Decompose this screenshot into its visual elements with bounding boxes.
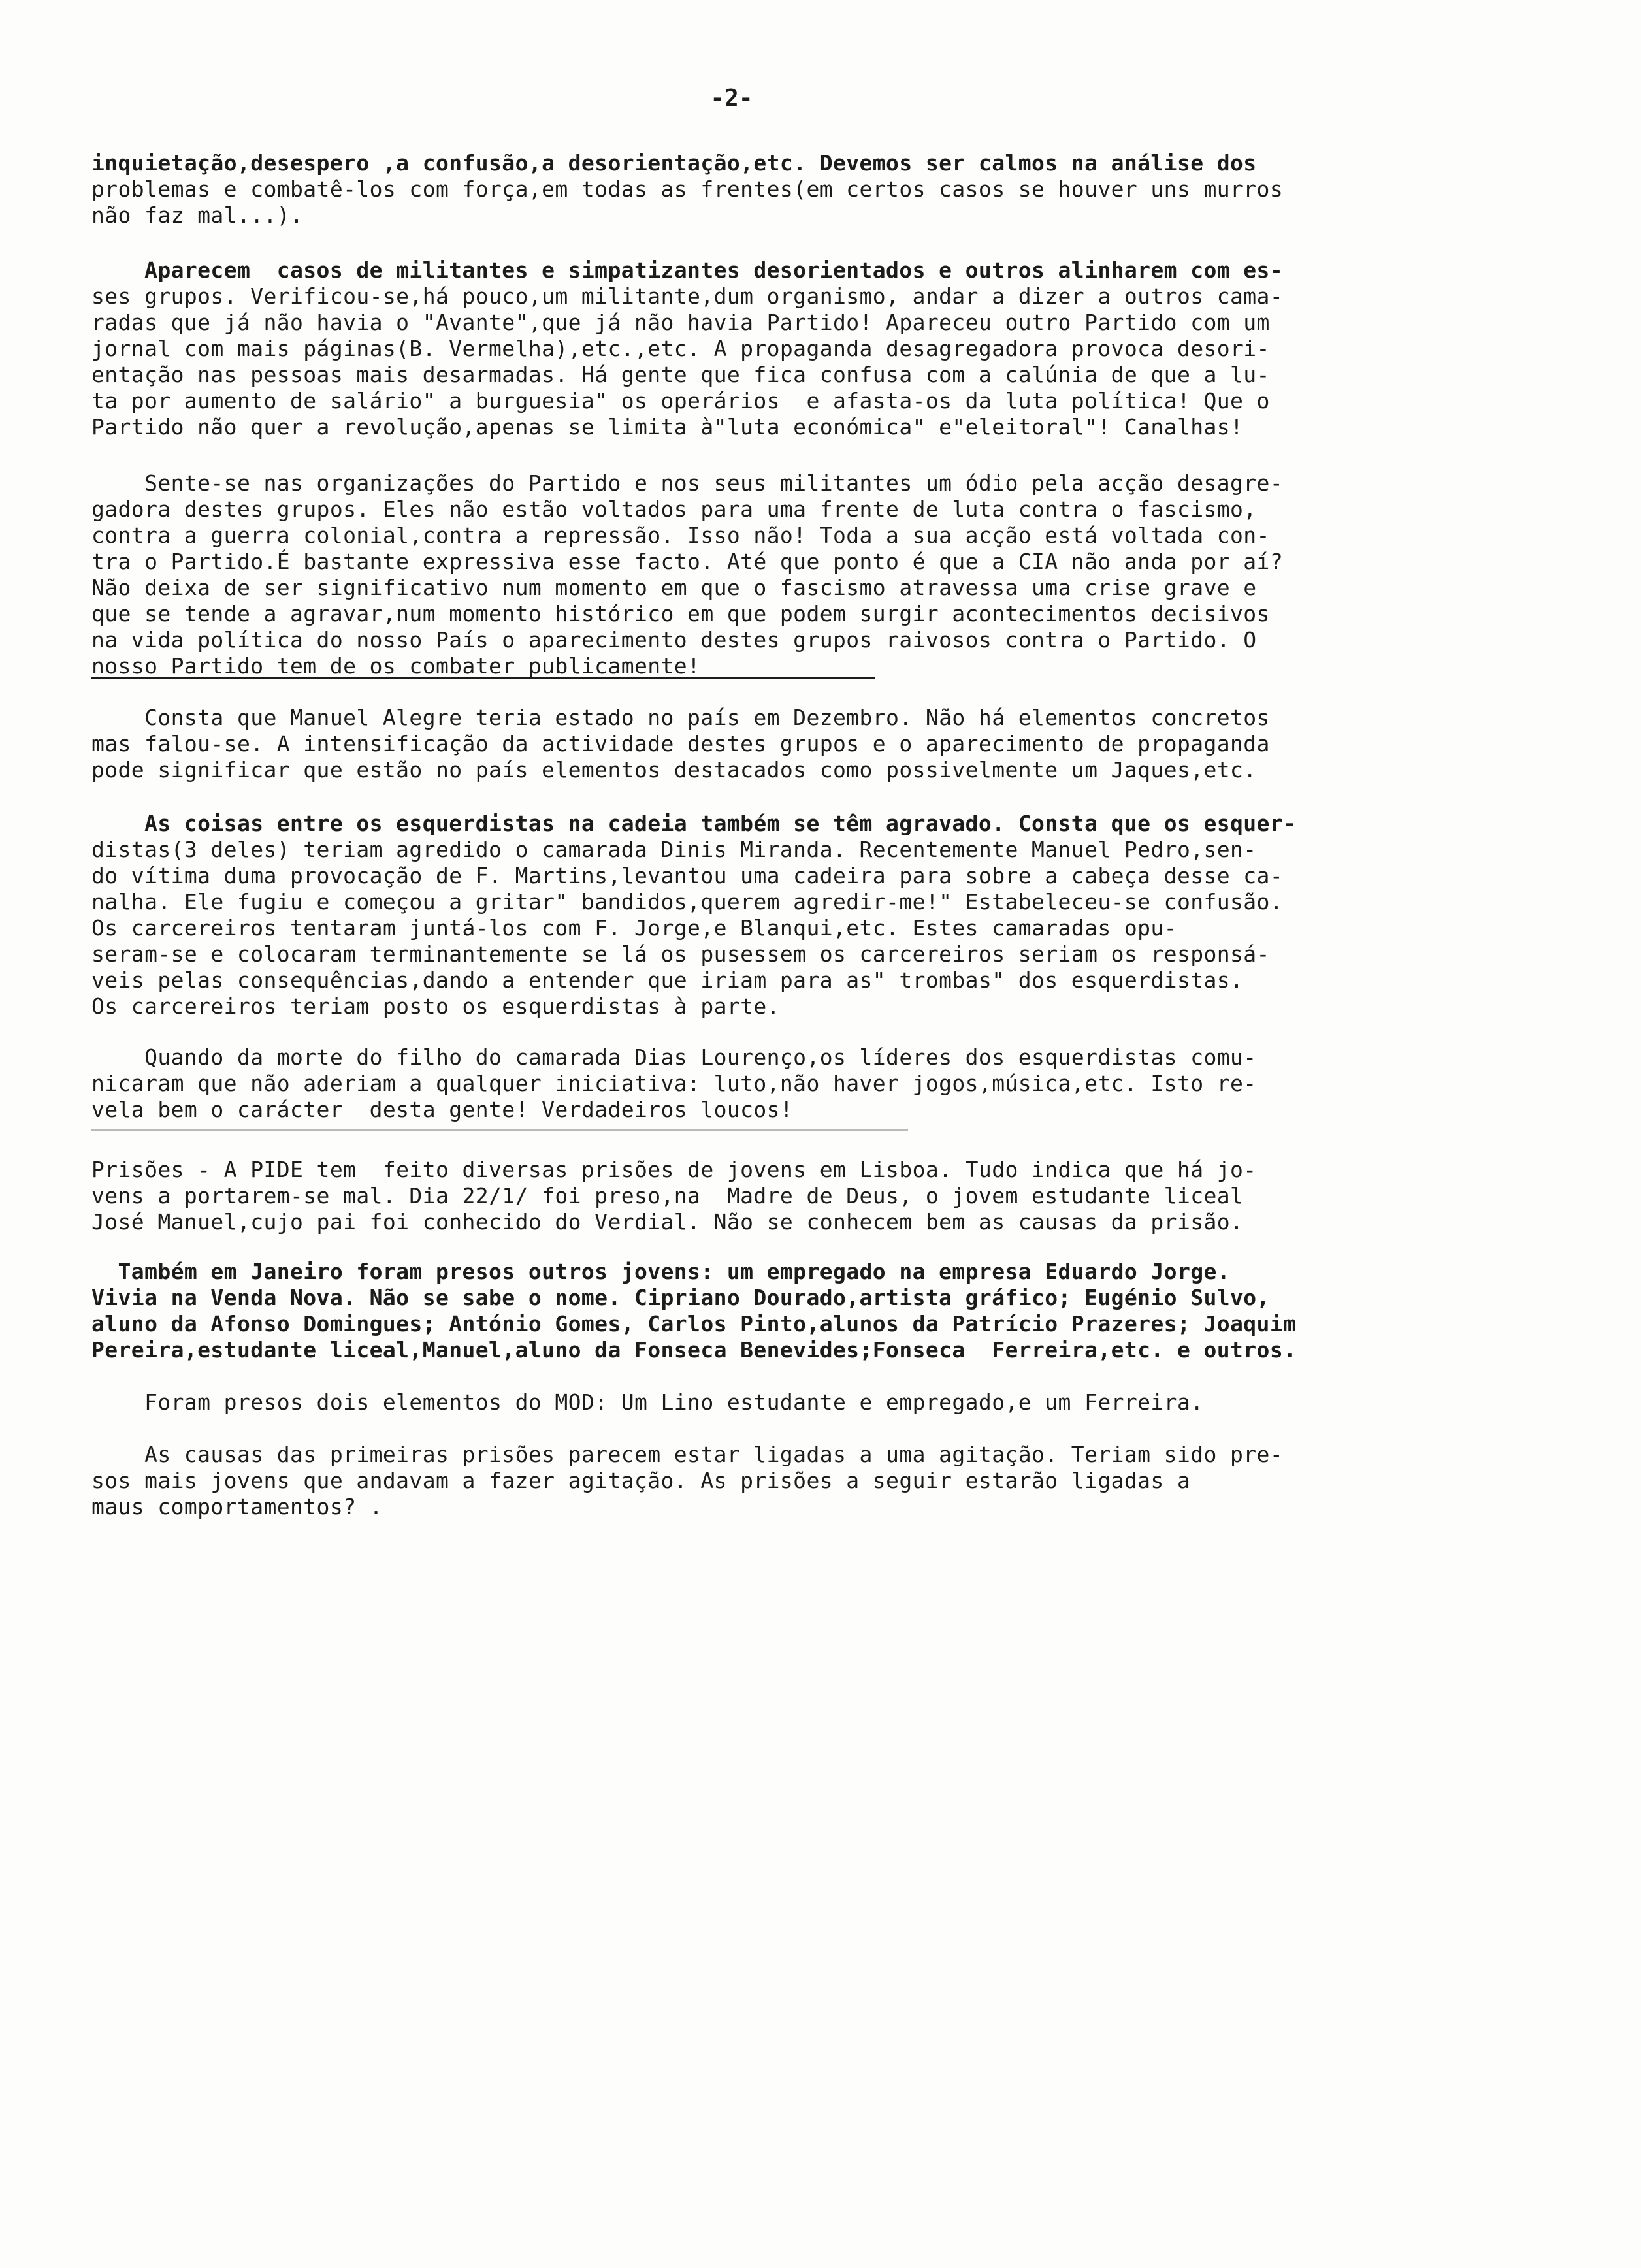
paragraph-10 bbox=[91, 1442, 1594, 1520]
text-line: Aparecem casos de militantes e simpatizantes desorientados e outros alinharem com es- bbox=[91, 257, 1284, 283]
text-line: entação nas pessoas mais desarmadas. Há gente que fica confusa com a calúnia de que a lu- bbox=[91, 362, 1270, 387]
text-line: gadora destes grupos. Eles não estão voltados para uma frente de luta contra o fascismo, bbox=[91, 496, 1257, 522]
paragraph-4 bbox=[91, 705, 1594, 783]
text-line: vela bem o carácter desta gente! Verdadeiros loucos! bbox=[91, 1097, 794, 1122]
text-line: Partido não quer a revolução,apenas se limita à"luta económica" e"eleitoral"! Canalhas! bbox=[91, 414, 1244, 440]
text-line: Pereira,estudante liceal,Manuel,aluno da Fonseca Benevides;Fonseca Ferreira,etc. e outros. bbox=[91, 1337, 1297, 1363]
text-line: maus comportamentos? . bbox=[91, 1494, 383, 1519]
text-line: Quando da morte do filho do camarada Dias Lourenço,os líderes dos esquerdistas comu- bbox=[91, 1045, 1257, 1070]
text-line: Os carcereiros tentaram juntá-los com F. Jorge,e Blanqui,etc. Estes camaradas opu- bbox=[91, 915, 1177, 941]
text-line: As coisas entre os esquerdistas na cadeia também se têm agravado. Consta que os esquer- bbox=[91, 811, 1297, 836]
text-line: Prisões - A PIDE tem feito diversas prisões de jovens em Lisboa. Tudo indica que há jo- bbox=[91, 1157, 1257, 1182]
text-line: Vivia na Venda Nova. Não se sabe o nome. Cipriano Dourado,artista gráfico; Eugénio Sulvo, bbox=[91, 1285, 1270, 1310]
paragraph-8 bbox=[91, 1259, 1594, 1363]
text-line: na vida política do nosso País o aparecimento destes grupos raivosos contra o Partido. O bbox=[91, 627, 1257, 653]
text-line: contra a guerra colonial,contra a repressão. Isso não! Toda a sua acção está voltada con- bbox=[91, 523, 1270, 548]
text-line: Foram presos dois elementos do MOD: Um Lino estudante e empregado,e um Ferreira. bbox=[91, 1389, 1204, 1415]
text-line: distas(3 deles) teriam agredido o camarada Dinis Miranda. Recentemente Manuel Pedro,sen- bbox=[91, 837, 1257, 862]
text-line: radas que já não havia o "Avante",que já não havia Partido! Apareceu outro Partido com um bbox=[91, 310, 1270, 335]
text-line: mas falou-se. A intensificação da actividade destes grupos e o aparecimento de propaganda bbox=[91, 731, 1270, 756]
text-line: nalha. Ele fugiu e começou a gritar" bandidos,querem agredir-me!" Estabeleceu-se confusão. bbox=[91, 889, 1284, 915]
text-line: jornal com mais páginas(B. Vermelha),etc.,etc. A propaganda desagregadora provoca desori- bbox=[91, 336, 1270, 361]
text-line: Sente-se nas organizações do Partido e nos seus militantes um ódio pela acção desagre- bbox=[91, 470, 1284, 496]
text-line: do vítima duma provocação de F. Martins,levantou uma cadeira para sobre a cabeça desse ca- bbox=[91, 863, 1284, 888]
text-line: inquietação,desespero ,a confusão,a desorientação,etc. Devemos ser calmos na análise dos bbox=[91, 150, 1257, 176]
text-line: tra o Partido.É bastante expressiva esse facto. Até que ponto é que a CIA não anda por aí? bbox=[91, 549, 1284, 574]
text-line: José Manuel,cujo pai foi conhecido do Verdial. Não se conhecem bem as causas da prisão. bbox=[91, 1209, 1244, 1235]
text-line: nicaram que não aderiam a qualquer iniciativa: luto,não haver jogos,música,etc. Isto re- bbox=[91, 1071, 1257, 1096]
text-line: veis pelas consequências,dando a entender que iriam para as" trombas" dos esquerdistas. bbox=[91, 967, 1244, 993]
text-line: Também em Janeiro foram presos outros jovens: um empregado na empresa Eduardo Jorge. bbox=[91, 1259, 1231, 1284]
text-line: não faz mal...). bbox=[91, 202, 304, 228]
text-line: problemas e combatê-los com força,em todas as frentes(em certos casos se houver uns murros bbox=[91, 176, 1284, 202]
page-number: -2- bbox=[710, 85, 753, 112]
text-line: Os carcereiros teriam posto os esquerdistas à parte. bbox=[91, 994, 780, 1019]
paragraph-5 bbox=[91, 811, 1594, 1020]
paragraph-3 bbox=[91, 470, 1594, 679]
text-line: que se tende a agravar,num momento histórico em que podem surgir acontecimentos decisivos bbox=[91, 601, 1270, 626]
text-line: pode significar que estão no país elementos destacados como possivelmente um Jaques,etc. bbox=[91, 757, 1257, 783]
separator-line bbox=[91, 1129, 908, 1131]
text-line: ta por aumento de salário" a burguesia" os operários e afasta-os da luta política! Que o bbox=[91, 388, 1270, 413]
paragraph-9 bbox=[91, 1389, 1594, 1416]
text-line: As causas das primeiras prisões parecem estar ligadas a uma agitação. Teriam sido pre- bbox=[91, 1442, 1284, 1467]
paragraph-1 bbox=[91, 150, 1594, 229]
text-line: aluno da Afonso Domingues; António Gomes, Carlos Pinto,alunos da Patrício Prazeres; Joaquim bbox=[91, 1311, 1297, 1336]
document-body bbox=[91, 150, 1594, 1520]
paragraph-2 bbox=[91, 257, 1594, 440]
paragraph-7 bbox=[91, 1157, 1594, 1235]
text-line: seram-se e colocaram terminantemente se lá os pusessem os carcereiros seriam os responsá- bbox=[91, 941, 1270, 967]
text-line: vens a portarem-se mal. Dia 22/1/ foi preso,na Madre de Deus, o jovem estudante liceal bbox=[91, 1183, 1244, 1208]
text-line: ses grupos. Verificou-se,há pouco,um militante,dum organismo, andar a dizer a outros cama- bbox=[91, 284, 1284, 309]
text-line: Não deixa de ser significativo num momento em que o fascismo atravessa uma crise grave e bbox=[91, 575, 1257, 600]
text-line: sos mais jovens que andavam a fazer agitação. As prisões a seguir estarão ligadas a bbox=[91, 1468, 1191, 1493]
text-line: Consta que Manuel Alegre teria estado no país em Dezembro. Não há elementos concretos bbox=[91, 705, 1270, 730]
text-line: nosso Partido tem de os combater publicamente! bbox=[91, 653, 701, 679]
paragraph-6 bbox=[91, 1045, 1594, 1123]
